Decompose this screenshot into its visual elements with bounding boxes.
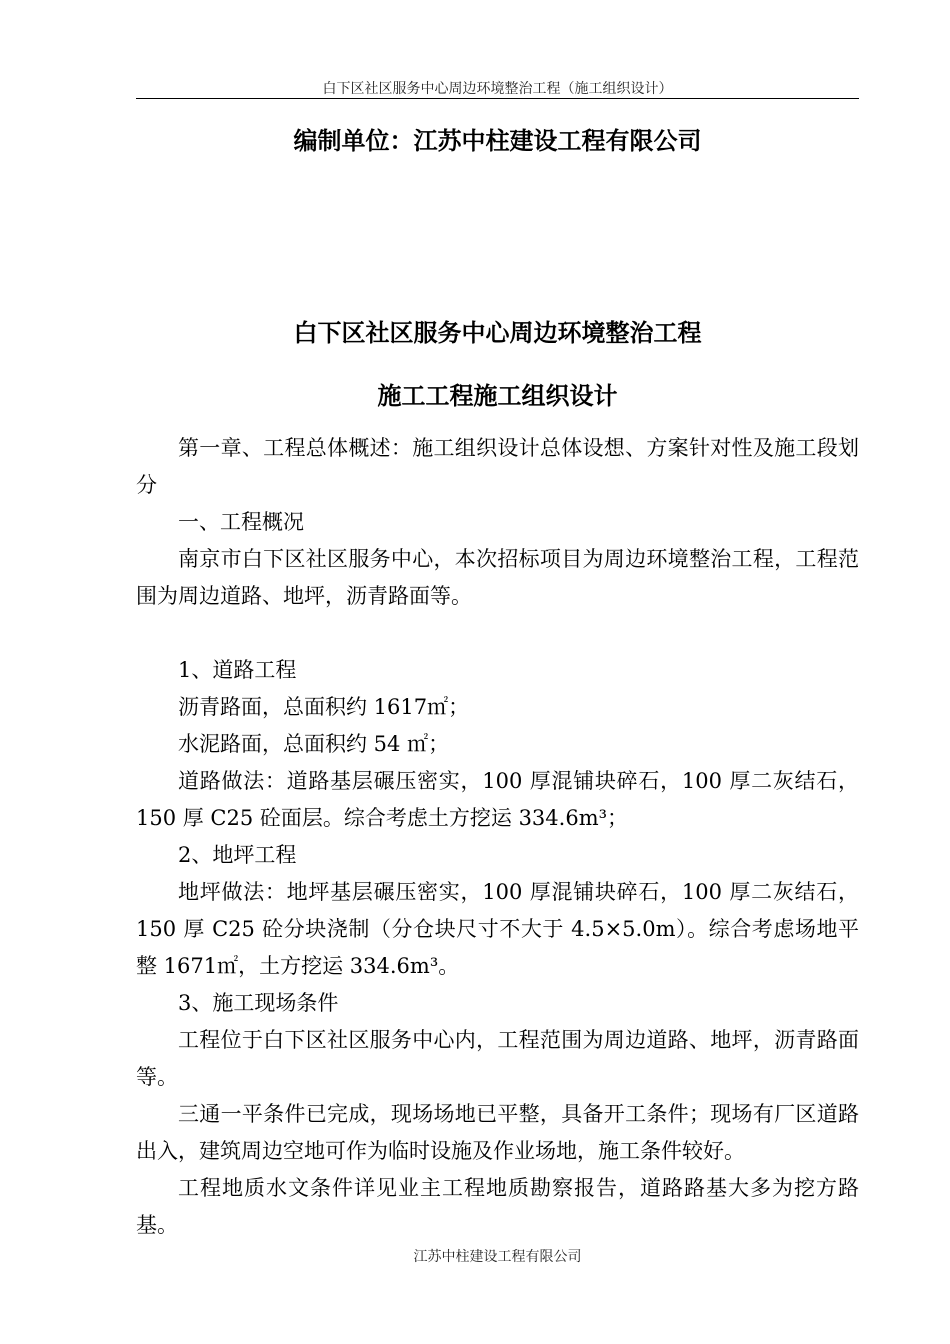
item3-heading: 3、施工现场条件 bbox=[178, 991, 339, 1015]
item3-paragraph-1: 工程位于白下区社区服务中心内，工程范围为周边道路、地坪，沥青路面等。 bbox=[136, 1028, 859, 1089]
page-footer: 江苏中柱建设工程有限公司 bbox=[413, 1249, 582, 1265]
overview-paragraph: 南京市白下区社区服务中心，本次招标项目为周边环境整治工程，工程范围为周边道路、地坪，沥青路面等。 bbox=[136, 547, 859, 608]
document-title: 白下区社区服务中心周边环境整治工程 bbox=[293, 319, 702, 347]
item2-heading: 2、地坪工程 bbox=[178, 843, 297, 867]
chapter-heading: 第一章、工程总体概述：施工组织设计总体设想、方案针对性及施工段划分 bbox=[136, 436, 859, 497]
item1-asphalt: 沥青路面，总面积约 1617㎡； bbox=[178, 695, 470, 719]
item1-method: 道路做法：道路基层碾压密实，100 厚混铺块碎石，100 厚二灰结石，150 厚 C25 砼面层。综合考虑土方挖运 334.6m³； bbox=[136, 769, 859, 830]
item1-heading: 1、道路工程 bbox=[178, 658, 297, 682]
item3-paragraph-2: 三通一平条件已完成，现场场地已平整，具备开工条件；现场有厂区道路出入，建筑周边空地可作为临时设施及作业场地，施工条件较好。 bbox=[136, 1102, 859, 1163]
document-subtitle: 施工工程施工组织设计 bbox=[377, 382, 618, 410]
page-header: 白下区社区服务中心周边环境整治工程（施工组织设计） bbox=[322, 81, 673, 97]
header-rule bbox=[136, 98, 859, 99]
section-heading: 一、工程概况 bbox=[178, 510, 304, 534]
compiler-line: 编制单位：江苏中柱建设工程有限公司 bbox=[293, 127, 702, 155]
document-body bbox=[136, 430, 859, 1244]
item2-method: 地坪做法：地坪基层碾压密实，100 厚混铺块碎石，100 厚二灰结石，150 厚 C25 砼分块浇制（分仓块尺寸不大于 4.5×5.0m）。综合考虑场地平整 1671㎡，土方挖运 334.6m³。 bbox=[136, 880, 859, 978]
item3-paragraph-3: 工程地质水文条件详见业主工程地质勘察报告，道路路基大多为挖方路基。 bbox=[136, 1176, 859, 1237]
item1-cement: 水泥路面，总面积约 54 ㎡； bbox=[178, 732, 450, 756]
